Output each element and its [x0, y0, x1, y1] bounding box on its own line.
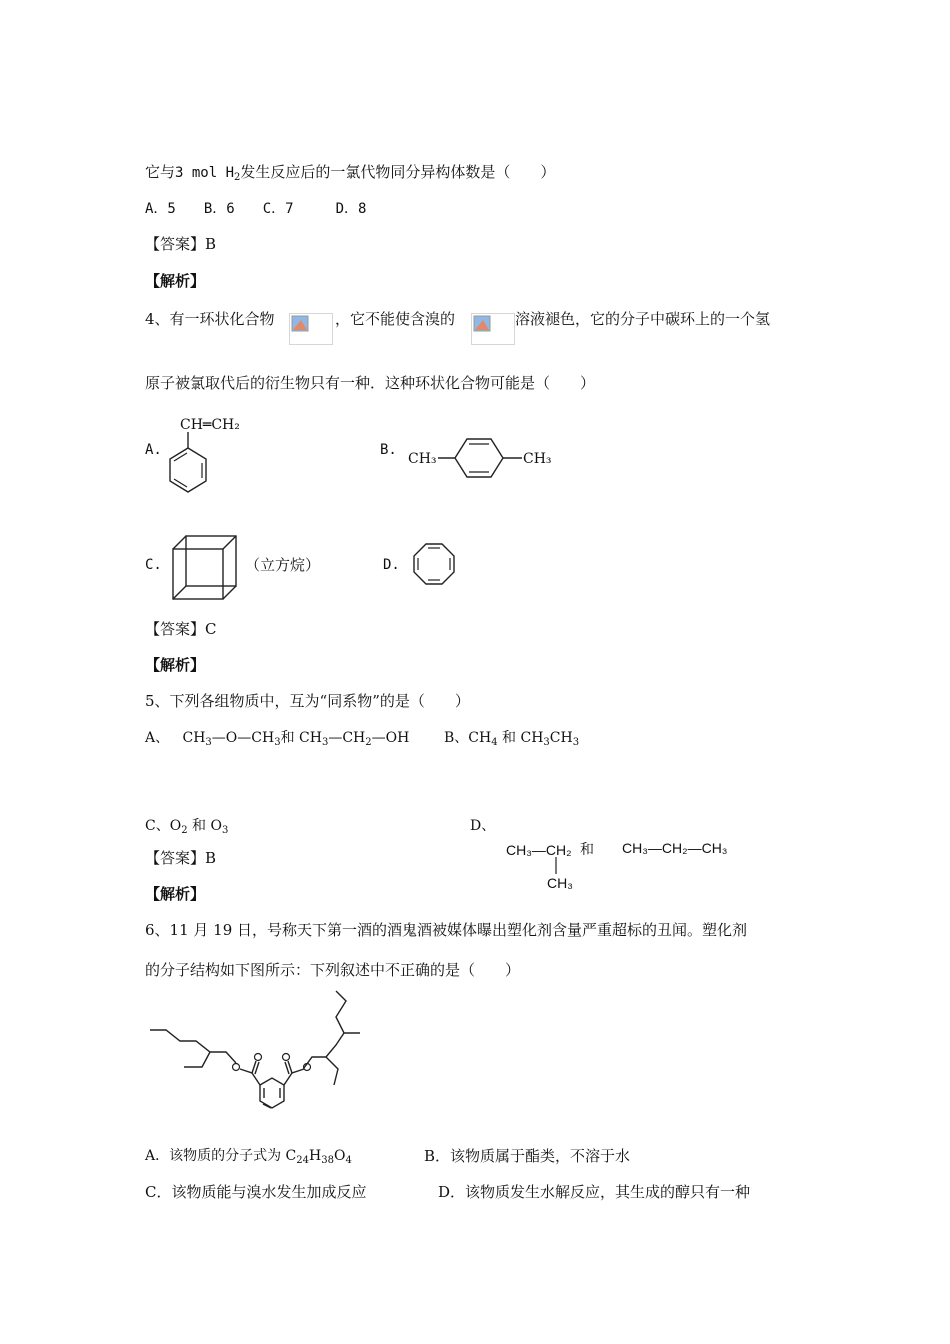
q3-stem	[145, 162, 555, 183]
q6-optD: D．该物质发生水解反应，其生成的醇只有一种	[438, 1183, 751, 1201]
q5-optD-label: D、	[470, 818, 496, 834]
q5-optD-left-formula: CH₃—CH₂	[506, 842, 572, 858]
q3-answer: 【答案】B	[145, 235, 217, 253]
subscript: 3	[543, 737, 550, 748]
cubane-structure	[170, 535, 240, 605]
formula-part: H	[309, 1148, 322, 1164]
formula-part: A．该物质的分子式为 C	[145, 1148, 297, 1164]
styrene-structure	[160, 430, 220, 510]
subscript: 2	[181, 825, 188, 836]
q6-line1: 6、11 月 19 日，号称天下第一酒的酒鬼酒被媒体曝出塑化剂含量严重超标的丑闻。塑化剂	[145, 921, 748, 939]
formula-part: O	[333, 1148, 346, 1164]
subscript: 2	[365, 737, 372, 748]
subscript: 3	[321, 737, 329, 748]
subscript: 4	[345, 1155, 352, 1166]
q6-optA	[145, 1146, 352, 1166]
q4-optB-label: B.	[380, 442, 397, 458]
styrene-vinyl-label: CH═CH₂	[180, 417, 240, 433]
subscript: 38	[321, 1155, 334, 1166]
formula-part: 和 CH	[497, 730, 544, 746]
q5-optA-label: A、	[145, 730, 170, 746]
formula-part: B、CH	[444, 730, 492, 746]
q5-optC	[145, 816, 228, 836]
broken-image-icon	[289, 313, 333, 345]
cyclooctatetraene-structure	[410, 542, 460, 592]
q5-optA	[145, 728, 409, 748]
q4-analysis: 【解析】	[145, 656, 206, 674]
q4-line1-c: 溶液褪色，它的分子中碳环上的一个氢	[515, 310, 771, 328]
formula-part: —OH	[371, 730, 410, 746]
subscript: 3	[221, 825, 229, 836]
methyl-right-label: CH₃	[523, 451, 552, 467]
plasticizer-structure	[148, 995, 368, 1145]
formula-part: CH	[182, 730, 206, 746]
formula-part: 和 CH	[280, 730, 322, 746]
p-xylene-structure	[438, 434, 528, 484]
q4-line1-b: ，它不能使含溴的	[335, 310, 456, 328]
subscript: 24	[296, 1155, 310, 1166]
q4-line1-a: 4、有一环状化合物	[145, 310, 275, 328]
broken-image-icon	[471, 313, 515, 345]
q5-optD-right-formula: CH₃—CH₂—CH₃	[622, 840, 728, 856]
formula-part: 和 O	[187, 818, 222, 834]
q5-optB	[444, 728, 579, 748]
formula-part: —CH	[328, 730, 366, 746]
q3-analysis: 【解析】	[145, 272, 206, 290]
q5-optD-left-branch: CH₃	[547, 875, 573, 891]
formula-part: C、O	[145, 818, 182, 834]
formula-part: CH	[549, 730, 573, 746]
methyl-left-label: CH₃	[408, 451, 437, 467]
q4-optD-label: D.	[383, 557, 400, 573]
q6-optB: B．该物质属于酯类，不溶于水	[424, 1147, 631, 1165]
q3-stem-part: 它与	[145, 163, 176, 181]
q6-line2: 的分子结构如下图所示：下列叙述中不正确的是（ ）	[145, 961, 521, 979]
q6-optC: C．该物质能与溴水发生加成反应	[145, 1183, 367, 1201]
q4-answer: 【答案】C	[145, 620, 217, 638]
q4-line2: 原子被氯取代后的衍生物只有一种．这种环状化合物可能是（ ）	[145, 374, 596, 392]
cubane-note: （立方烷）	[245, 556, 321, 574]
q5-stem: 5、下列各组物质中，互为“同系物”的是（ ）	[145, 692, 470, 710]
subscript: 3	[205, 737, 212, 748]
q4-optA-label: A.	[145, 442, 162, 458]
q3-options: A．5 B．6 C．7 D．8	[145, 201, 367, 217]
subscript: 2	[234, 172, 241, 183]
q3-stem-part: 发生反应后的一氯代物同分异构体数是（ ）	[240, 163, 556, 181]
q3-stem-part: 3 mol H	[175, 165, 235, 181]
formula-part: —O—CH	[211, 730, 275, 746]
subscript: 4	[491, 737, 498, 748]
q5-analysis: 【解析】	[145, 885, 206, 903]
q5-optD-and: 和	[580, 842, 594, 858]
subscript: 3	[572, 737, 580, 748]
q4-optC-label: C.	[145, 557, 162, 573]
subscript: 3	[274, 737, 281, 748]
q5-answer: 【答案】B	[145, 849, 217, 867]
